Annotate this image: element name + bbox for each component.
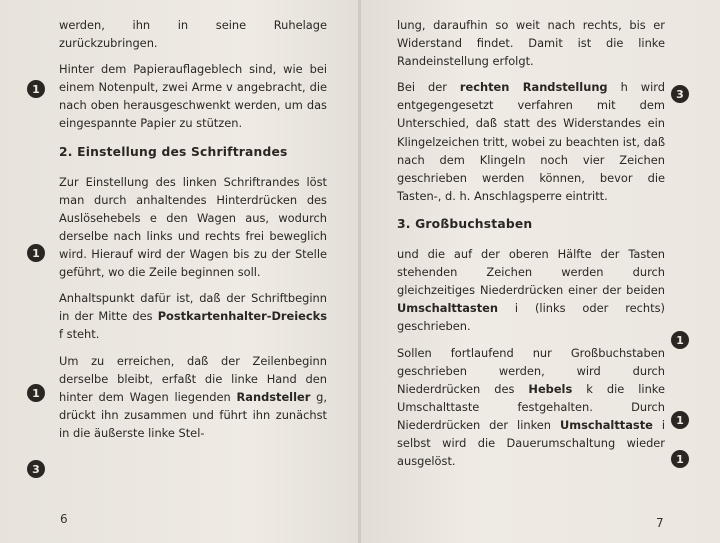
left-p5-bold: Randsteller (236, 389, 311, 404)
left-paragraph-3: Zur Einstellung des linken Schriftrandes löst man durch anhaltendes Hinterdrücken des Auslösehebels e den Wagen aus, wodurch derselbe nach links und rechts frei beweglich wird. Hierauf wird der Wagen bis zu der Stelle geführt, wo die Zeile beginnen soll. (59, 174, 327, 280)
reference-marker: 1 (27, 80, 45, 98)
page-number-left: 6 (60, 512, 68, 526)
right-p4-text-e: i selbst wird die Dauerumschaltung wieder ausgelöst. (397, 417, 665, 469)
left-paragraph-1: werden, ihn in seine Ruhelage zurückzubringen. (59, 18, 327, 51)
right-p2-text-a: Bei der (397, 80, 460, 95)
left-paragraph-4 (59, 289, 327, 343)
left-p4-text-c: f steht. (59, 327, 100, 342)
reference-marker: 1 (27, 384, 45, 402)
page-number-right: 7 (656, 516, 664, 530)
left-paragraph-5 (59, 352, 327, 442)
right-p3-text-c: i (links oder rechts) geschrieben. (397, 301, 665, 334)
right-paragraph-2 (397, 78, 665, 205)
left-p5-text-a: Um zu erreichen, daß der Zeilenbeginn derselbe bleibt, erfaßt die linke Hand den hinter dem Wagen liegenden (59, 353, 327, 404)
right-p4-bold-2: Umschalttaste (559, 417, 653, 432)
left-p4-text-a: Anhaltspunkt dafür ist, daß der Schriftbeginn in der Mitte des (59, 291, 327, 324)
right-p4-text-a: Sollen fortlaufend nur Großbuchstaben geschrieben werden, wird durch Niederdrücken des (397, 345, 665, 396)
left-p5-text-c: g, drückt ihn zusammen und führt ihn zunächst in die äußerste linke Stel- (59, 389, 327, 440)
right-p2-text-c: h wird entgegengesetzt verfahren mit dem Unterschied, daß statt des Widerstandes ein Klingelzeichen tritt, wobei zu beachten ist, daß nach dem Klingeln noch vier Zeichen geschrieben werden können, bevor die Tasten-, d. h. Anschlagsperre eintritt. (397, 80, 665, 203)
right-p4-bold-1: Hebels (528, 381, 573, 396)
reference-marker: 1 (27, 244, 45, 262)
reference-marker: 1 (671, 331, 689, 349)
right-p2-bold: rechten Randstellung (459, 80, 608, 95)
right-text-column (397, 16, 665, 478)
left-paragraph-2: Hinter dem Papierauflageblech sind, wie bei einem Notenpult, zwei Arme v angebracht, die nach oben herausgeschwenkt werden, um das eingespannte Papier zu stützen. (59, 62, 327, 131)
right-paragraph-4 (397, 344, 665, 471)
reference-marker: 1 (671, 411, 689, 429)
reference-marker: 3 (671, 85, 689, 103)
left-section-heading: 2. Einstellung des Schriftrandes (59, 144, 288, 159)
right-paragraph-1: lung, daraufhin so weit nach rechts, bis er Widerstand findet. Damit ist die linke Randeinstellung erfolgt. (397, 18, 665, 69)
right-p3-text-a: und die auf der oberen Hälfte der Tasten stehenden Zeichen werden durch gleichzeitiges Niederdrücken einer der beiden (397, 247, 665, 298)
right-paragraph-3 (397, 245, 665, 335)
right-p4-text-c: k die linke Umschalttaste festgehalten. Durch Niederdrücken der linken (397, 381, 665, 432)
right-page (361, 0, 720, 543)
right-section-heading: 3. Großbuchstaben (397, 216, 533, 231)
left-page (0, 0, 359, 543)
right-p3-bold: Umschalttasten (397, 301, 498, 316)
reference-marker: 3 (27, 460, 45, 478)
reference-marker: 1 (671, 450, 689, 468)
left-text-column (59, 16, 327, 450)
left-p4-bold: Postkartenhalter-Dreiecks (157, 309, 327, 324)
